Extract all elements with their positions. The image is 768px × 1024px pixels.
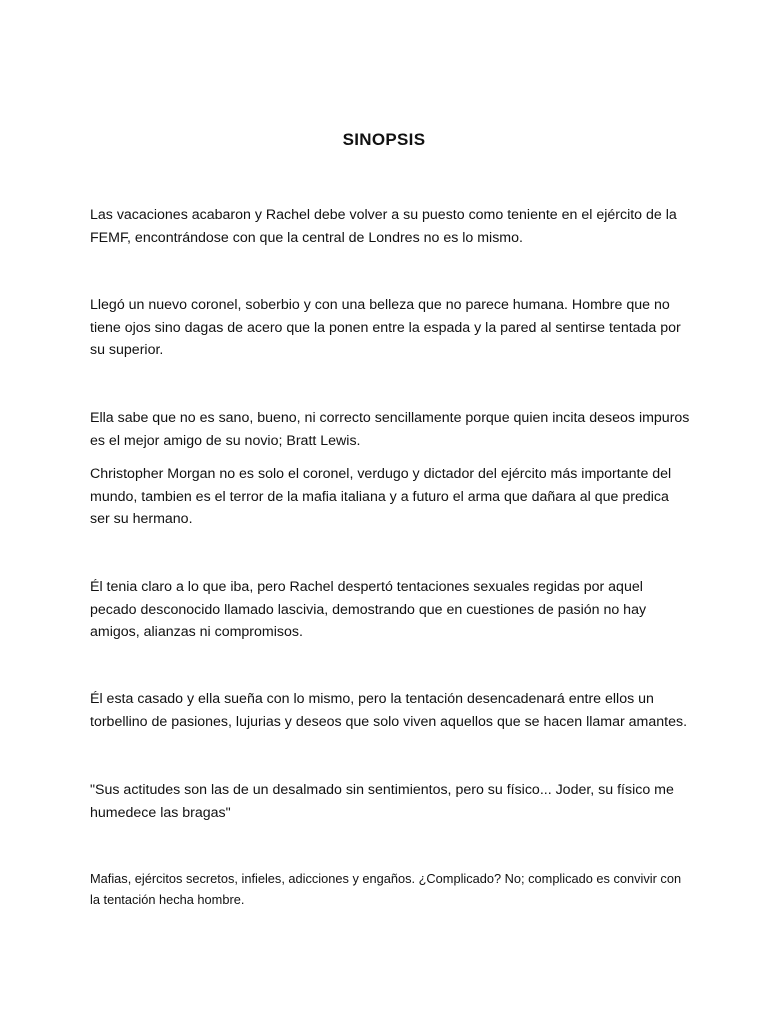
page-title: SINOPSIS <box>342 130 426 149</box>
paragraph-temptation: Él tenia claro a lo que iba, pero Rachel despertó tentaciones sexuales regidas por aquel pecado desconocido llamado lascivia, demostrando que en cuestiones de pasión no hay amigos, alianzas ni compromisos. <box>90 579 647 640</box>
paragraph-married: Él esta casado y ella sueña con lo mismo, pero la tentación desencadenará entre ellos un torbellino de pasiones, lujurias y deseos que solo viven aquellos que se hacen llamar amantes. <box>90 691 688 730</box>
paragraph-christopher-morgan: Christopher Morgan no es solo el coronel, verdugo y dictador del ejército más importante del mundo, tambien es el terror de la mafia italiana y a futuro el arma que dañara al que predica ser su hermano. <box>90 466 672 527</box>
paragraph-tagline: Mafias, ejércitos secretos, infieles, adicciones y engaños. ¿Complicado? No; complicado es convivir con la tentación hecha hombre. <box>90 871 682 907</box>
paragraph-new-colonel: Llegó un nuevo coronel, soberbio y con una belleza que no parece humana. Hombre que no tiene ojos sino dagas de acero que la ponen entre la espada y la pared al sentirse tentada por su superior. <box>90 297 681 358</box>
paragraph-boyfriend-friend: Ella sabe que no es sano, bueno, ni correcto sencillamente porque quien incita deseos impuros es el mejor amigo de su novio; Bratt Lewis. <box>90 410 690 449</box>
paragraph-quote: "Sus actitudes son las de un desalmado sin sentimientos, pero su físico... Joder, su físico me humedece las bragas" <box>90 782 674 821</box>
paragraph-vacations: Las vacaciones acabaron y Rachel debe volver a su puesto como teniente en el ejército de la FEMF, encontrándose con que la central de Londres no es lo mismo. <box>90 207 677 246</box>
